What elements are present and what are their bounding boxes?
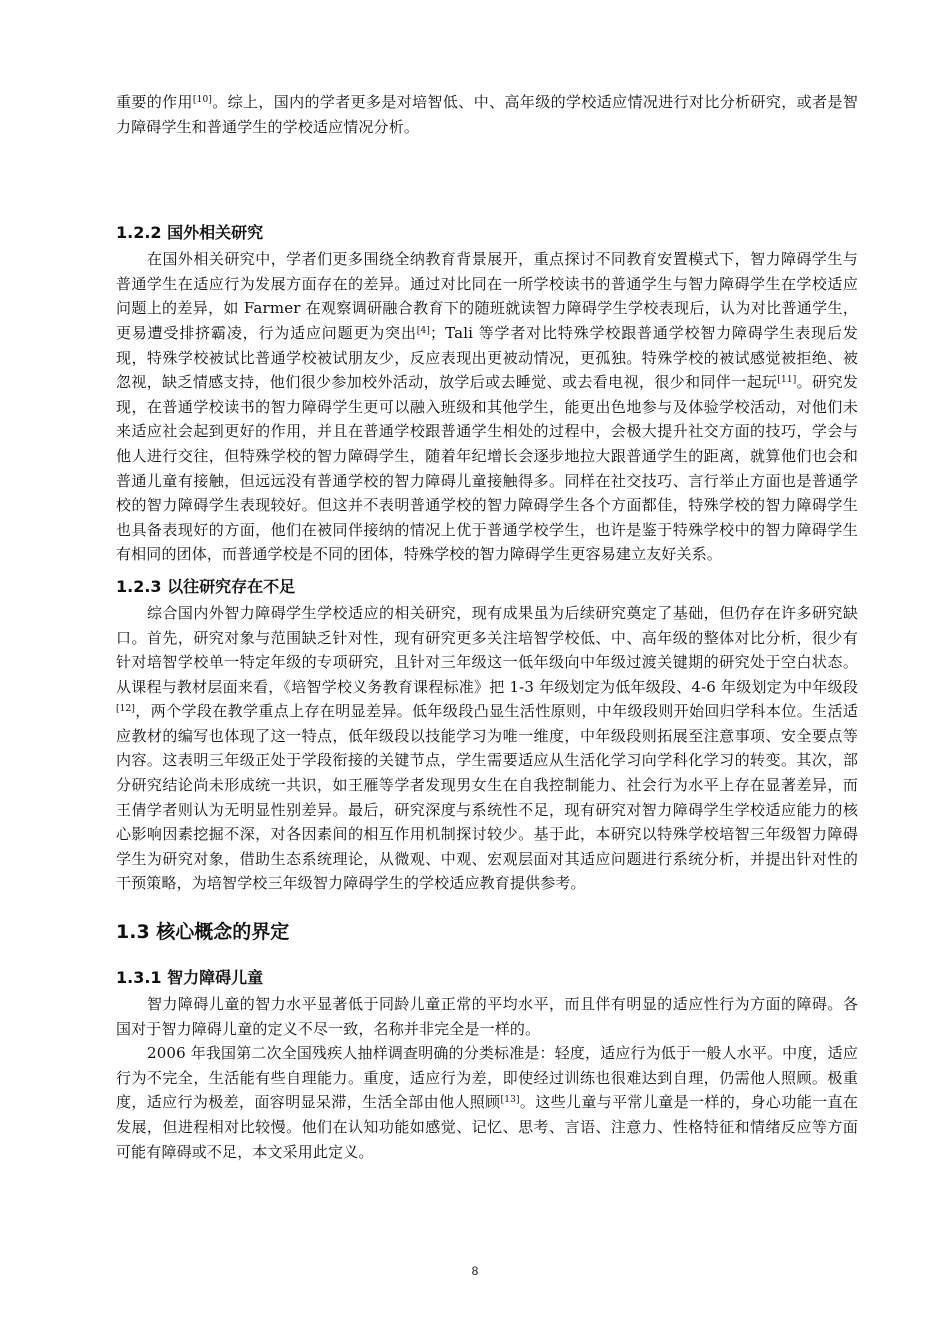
intro-text-1: 重要的作用 [116,93,193,111]
section-1-2-3-paragraph [116,601,858,896]
page-number: 8 [471,1264,479,1278]
section-1-2-2-text-c: 。研究发现，在普通学校读书的智力障碍学生更可以融入班级和其他学生，能更出色地参与及体验学校活动，对他们未来适应社会起到更好的作用，并且在普通学校跟普通学生相处的过程中，会极大提升社交方面的技巧，学会与他人进行交往，但特殊学校的智力障碍学生，随着年纪增长会逐步地拉大跟普通学生的距离，就算他们也会和普通儿童有接触，但远远没有普通学校的智力障碍儿童接触得多。同样在社交技巧、言行举止方面也是普通学校的智力障碍学生表现较好。但这并不表明普通学校的智力障碍学生各个方面都佳，特殊学校的智力障碍学生也具备表现好的方面，他们在被同伴接纳的情况上优于普通学校学生，也许是鉴于特殊学校中的智力障碍学生有相同的团体，而普通学校是不同的团体，特殊学校的智力障碍学生更容易建立友好关系。 [116,373,858,564]
citation-11: [11] [777,375,797,386]
citation-13: [13] [500,1095,520,1106]
intro-text-2: 。综上，国内的学者更多是对培智低、中、高年级的学校适应情况进行对比分析研究，或者是智力障碍学生和普通学生的学校适应情况分析。 [116,93,858,136]
section-1-3-1-paragraph-1: 智力障碍儿童的智力水平显著低于同龄儿童正常的平均水平，而且伴有明显的适应性行为方面的障碍。各国对于智力障碍儿童的定义不尽一致，名称并非完全是一样的。 [116,995,858,1038]
citation-10: [10] [192,95,212,105]
section-1-3-1-paragraph-2 [116,1041,858,1164]
section-1-2-2-paragraph [116,247,858,567]
section-heading-1-2-3: 1.2.3 以往研究存在不足 [116,576,296,596]
citation-12: [12] [116,704,136,715]
section-1-2-3-text-a: 综合国内外智力障碍学生学校适应的相关研究，现有成果虽为后续研究奠定了基础，但仍存在许多研究缺口。首先，研究对象与范围缺乏针对性，现有研究更多关注培智学校低、中、高年级的整体对比分析，很少有针对培智学校单一特定年级的专项研究，且针对三年级这一低年级向中年级过渡关键期的研究处于空白状态。从课程与教材层面来看，《培智学校义务教育课程标准》把 1-3 年级划定为低年级段、4-6 年级划定为中年级段 [116,603,858,696]
intro-paragraph [116,90,858,139]
citation-4: [4] [416,325,430,336]
section-1-3-1-text-a: 2006 年我国第二次全国残疾人抽样调查明确的分类标准是：轻度，适应行为低于一般人水平。中度，适应行为不完全，生活能有些自理能力。重度，适应行为差，即使经过训练也很难达到自理，仍需他人照顾。极重度，适应行为极差，面容明显呆滞，生活全部由他人照顾 [116,1044,858,1112]
section-1-2-2-text-b: ；Tali 等学者对比特殊学校跟普通学校智力障碍学生表现后发现，特殊学校被试比普通学校被试朋友少，反应表现出更被动情况，更孤独。特殊学校的被试感觉被拒绝、被忽视，缺乏情感支持，他们很少参加校外活动，放学后或去睡觉、或去看电视，很少和同伴一起玩 [116,323,858,392]
section-heading-1-2-2: 1.2.2 国外相关研究 [116,223,264,243]
section-1-3-1-text-b: 。这些儿童与平常儿童是一样的，身心功能一直在发展，但进程相对比较慢。他们在认知功能如感觉、记忆、思考、言语、注意力、性格特征和情绪反应等方面可能有障碍或不足，本文采用此定义。 [116,1093,858,1161]
section-heading-1-3: 1.3 核心概念的界定 [116,921,290,944]
section-1-2-2-text-a: 在国外相关研究中，学者们更多围绕全纳教育背景展开，重点探讨不同教育安置模式下，智力障碍学生与普通学生在适应行为发展方面存在的差异。通过对比同在一所学校读书的普通学生与智力障碍学生在学校适应问题上的差异，如 Farmer 在观察调研融合教育下的随班就读智力障碍学生学校表现后，认为对比普通学生，更易遭受排挤霸凌，行为适应问题更为突出 [116,250,858,342]
document-page [116,90,858,1164]
section-1-2-3-text-b: ，两个学段在教学重点上存在明显差异。低年级段凸显生活性原则，中年级段则开始回归学科本位。生活适应教材的编写也体现了这一特点，低年级段以技能学习为唯一维度，中年级段则拓展至注意事项、安全要点等内容。这表明三年级正处于学段衔接的关键节点，学生需要适应从生活化学习向学科化学习的转变。其次，部分研究结论尚未形成统一共识，如王雁等学者发现男女生在自我控制能力、社会行为水平上存在显著差异，而王倩学者则认为无明显性别差异。最后，研究深度与系统性不足，现有研究对智力障碍学生学校适应能力的核心影响因素挖掘不深，对各因素间的相互作用机制探讨较少。基于此，本研究以特殊学校培智三年级智力障碍学生为研究对象，借助生态系统理论，从微观、中观、宏观层面对其适应问题进行系统分析，并提出针对性的干预策略，为培智学校三年级智力障碍学生的学校适应教育提供参考。 [116,702,858,893]
section-heading-1-3-1: 1.3.1 智力障碍儿童 [116,968,264,988]
